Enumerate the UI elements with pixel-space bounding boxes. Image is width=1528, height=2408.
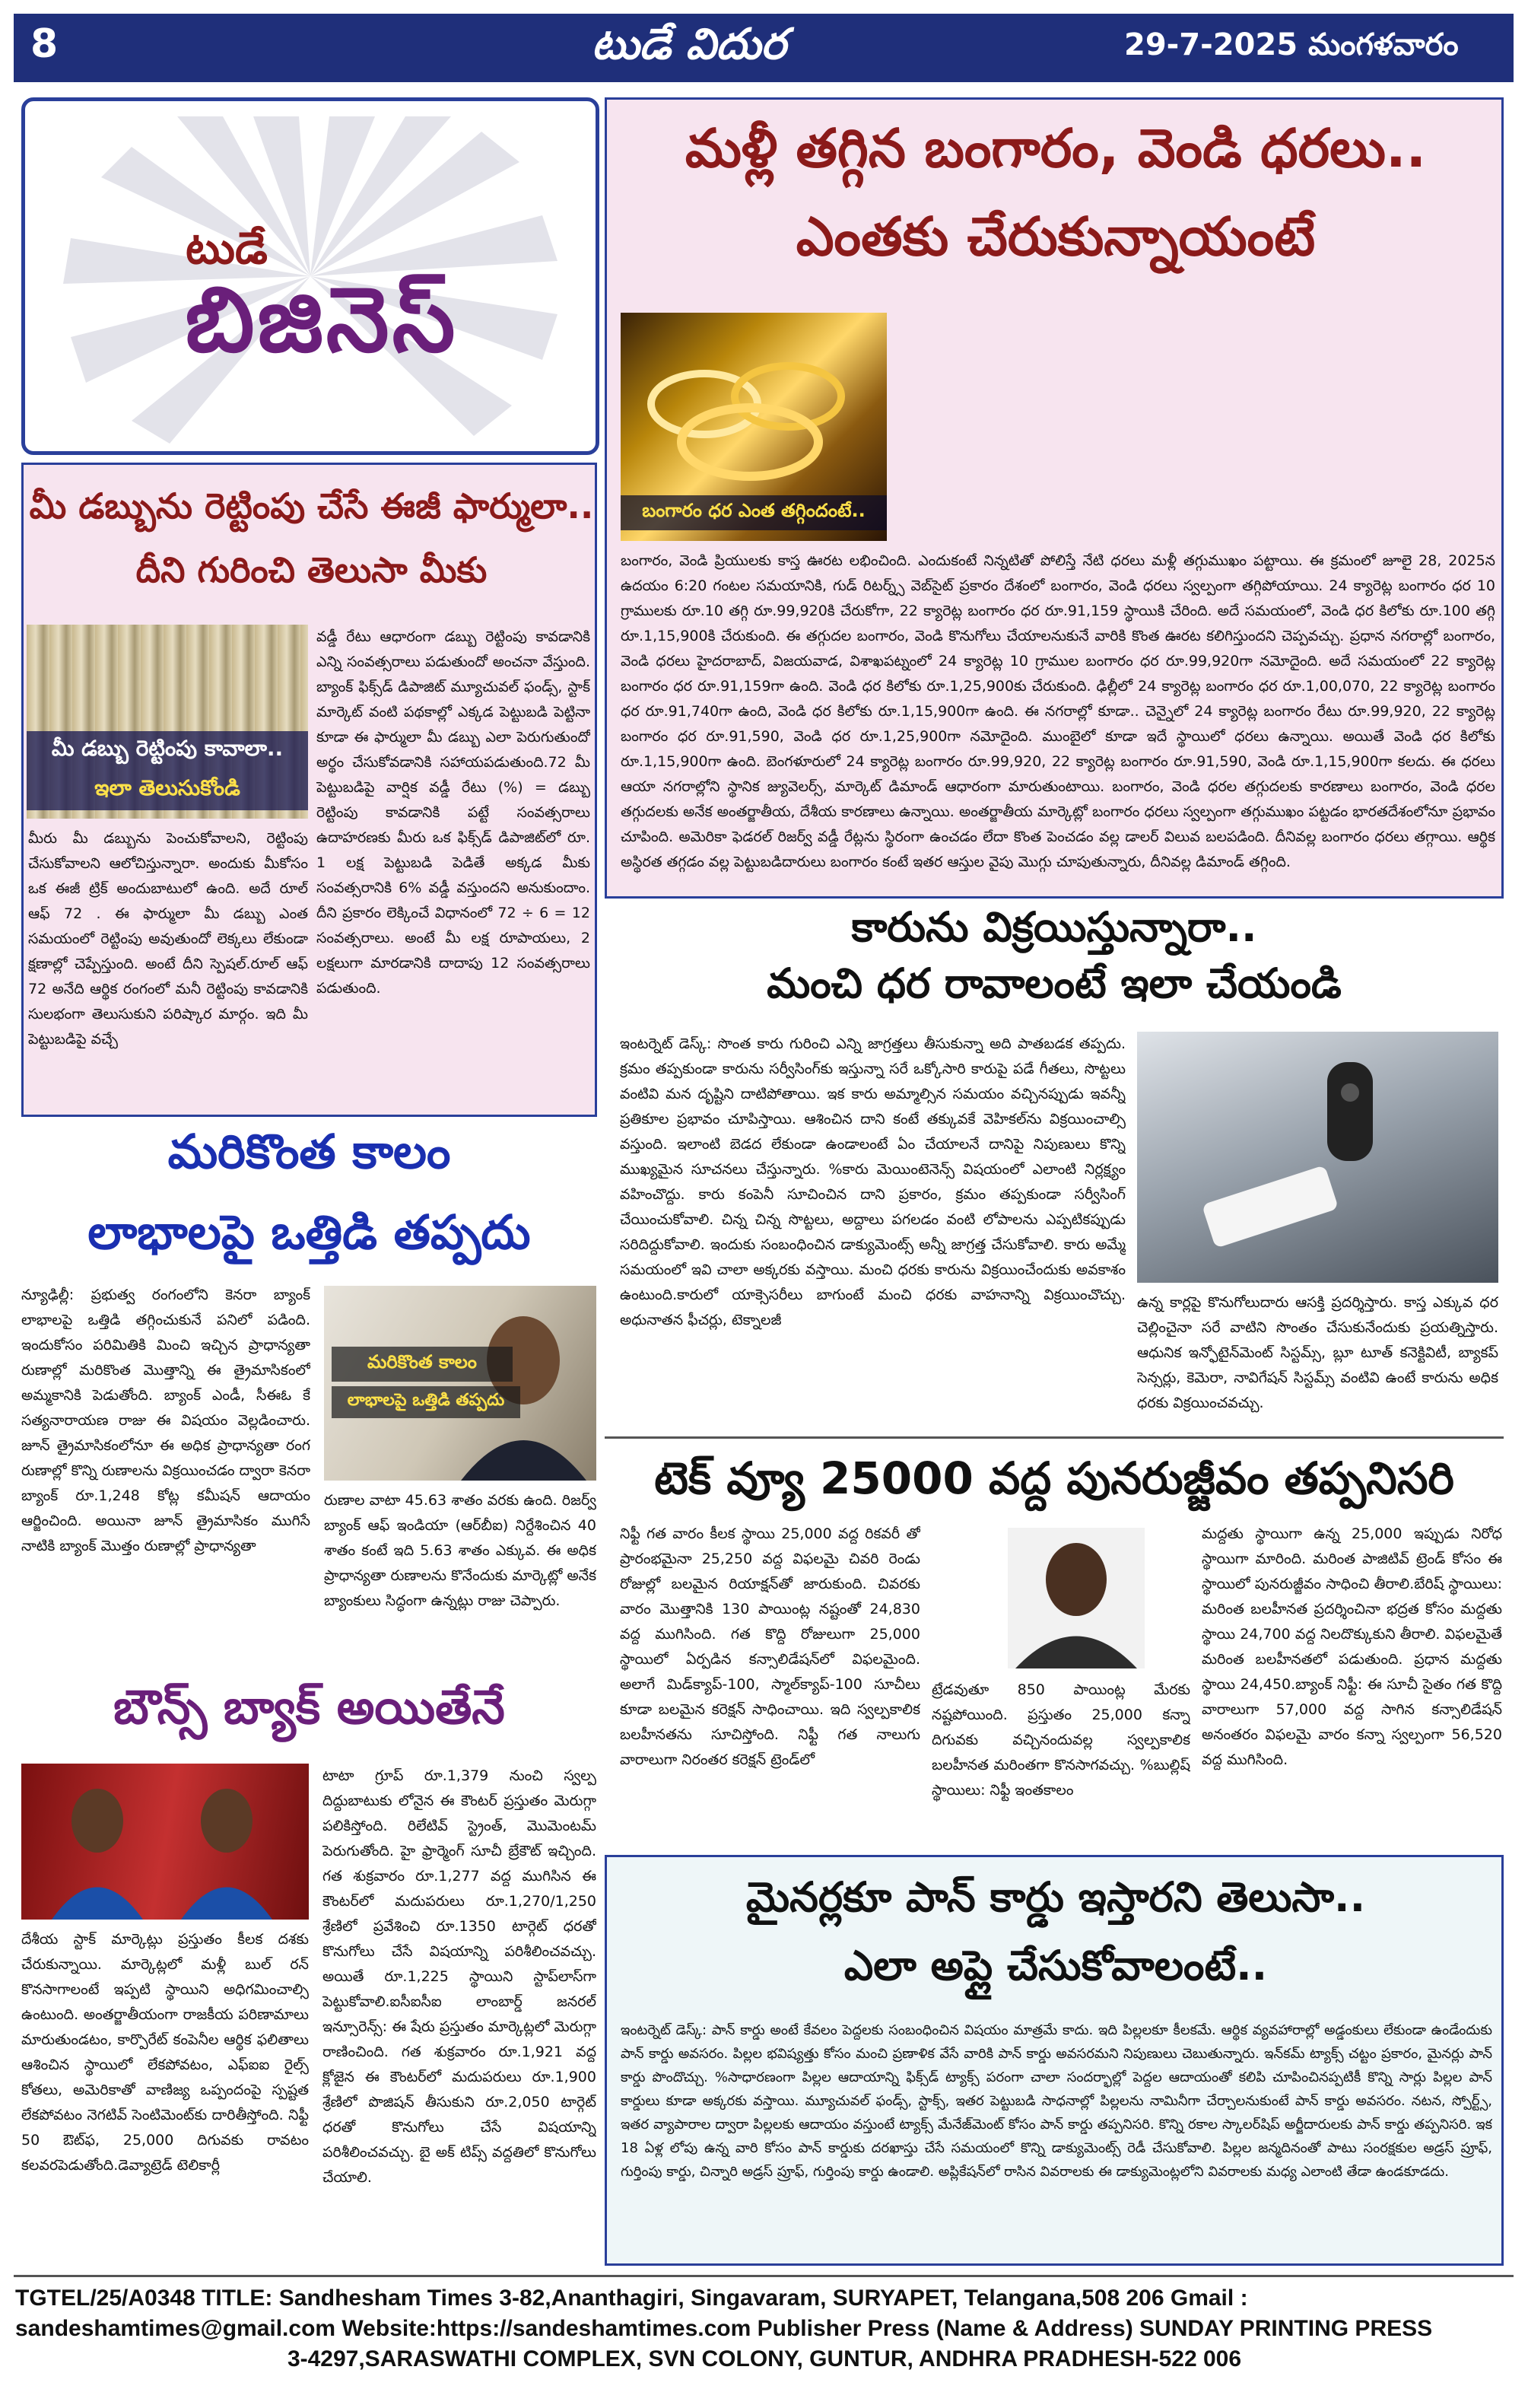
gold-article-body: బంగారం, వెండి ప్రియులకు కాస్త ఊరట లభించింది. ఎందుకంటే నిన్నటితో పోలిస్తే నేటి ధరలు మళ్లీ తగ్గుముఖం పట్టాయి. ఈ క్రమంలో జూలై 28, 2025న ఉదయం 6:20 గంటల సమయానికి, గుడ్ రిటర్న్స్ వెబ్‌సైట్ ప్రకారం దేశంలో బంగారం, వెండి ధరలు స్వల్పంగా తగ్గిపోయాయి. 24 క్యారెట్ల బంగారం ధర 10 గ్రాములకు రూ.10 తగ్గి రూ.99,920కి చేరుకోగా, 22 క్యారెట్ల బంగారం ధర రూ.91,159 స్థాయికి చేరింది. అదే సమయంలో, వెండి ధర కిలోకు రూ.100 తగ్గి రూ.1,15,900కి చేరుకుంది. ఈ తగ్గుదల బంగారం, వెండి కొనుగోలు చేయాలనుకునే వారికి కొంత ఊరట కలిగిస్తుందని చెప్పవచ్చు. ప్రధాన నగరాల్లో బంగారం, వెండి ధరలు హైదరాబాద్, విజయవాడ, విశాఖపట్నంలో 24 క్యారెట్ల 10 గ్రాముల బంగారం ధర రూ.99,920గా నమోదైంది. అదే సమయంలో 22 క్యారెట్ల బంగారం ధర రూ.91,159గా ఉంది. వెండి ధర కిలోకు రూ.1,25,900కు చేరుకుంది. ఢిల్లీలో 24 క్యారెట్ల బంగారం ధర రూ.1,00,070, 22 క్యారెట్ల బంగారం ధర రూ.91,740గా ఉంది, వెండి ధర కిలోకు రూ.1,15,900గా ఉంది. ఈ నగరాల్లో కూడా.. చెన్నైలో 24 క్యారెట్ల బంగారం రేటు రూ.99,920, 22 క్యారెట్ల బంగారం ధర రూ.91,590, వెండి ధర రూ.1,25,900గా నమోదైంది. ముంబైలో కూడా ఇదే స్థాయిలో ధరలు ఉన్నాయి. అయితే వెండి ధర కిలోకు రూ.1,15,900గా ఉంది. బెంగళూరులో 24 క్యారెట్ల బంగారం రూ.99,920, 22 క్యారెట్ల బంగారం రూ.91,590, వెండి రూ.1,15,900గా కలదు. ఈ ధరలు ఆయా నగరాల్లోని స్థానిక జ్యువెలర్స్, మార్కెట్ డిమాండ్ ఆధారంగా మారుతుంటాయి. బంగారం, వెండి ధరల తగ్గుదలకు కారణాలు బంగారం, వెండి ధరల తగ్గుదలకు అనేక అంతర్జాతీయ, దేశీయ కారణాలు ఉన్నాయి. అంతర్జాతీయ మార్కెట్లో బంగారం ధరలు స్వల్పంగా తగ్గుముఖం పట్టడం భారతదేశంలోనూ ప్రభావం చూపింది. అమెరికా ఫెడరల్ రిజర్వ్ వడ్డీ రేట్లను స్థిరంగా ఉంచడం లేదా కొంత పెంచడం వల్ల డాలర్ విలువ బలపడింది. దీనివల్ల బంగారం ధరలు తగ్గాయి. ఆర్థిక అస్థిరత తగ్గడం వల్ల పెట్టుబడిదారులు బంగారం కంటే ఇతర ఆస్తుల వైపు మొగ్గు చూపుతున్నారు, దీనివల్ల డిమాండ్ తగ్గింది.	[621, 552, 1495, 870]
pressure-body-right: రుణాల వాటా 45.63 శాతం వరకు ఉంది. రిజర్వ్ బ్యాంక్ ఆఫ్ ఇండియా (ఆర్‌బీఐ) నిర్దేశించిన 40 శాతం కంటే ఇది 5.63 శాతం ఎక్కువ. ఈ అధిక ప్రాధాన్యతా రుణాలను కొనేందుకు మార్కెట్లో అనేక బ్యాంకులు సిద్ధంగా ఉన్నట్లు రాజు చెప్పారు.	[324, 1492, 596, 1609]
profit-pressure-article	[21, 1124, 597, 1649]
logo-main-text: బిజినెస్	[185, 267, 459, 372]
car-body-right: ఉన్న కార్లపై కొనుగోలుదారు ఆసక్తి ప్రదర్శిస్తారు. కాస్త ఎక్కువ ధర చెల్లించైనా సరే వాటిని సొంతం చేసుకునేందుకు ప్రయత్నిస్తారు. ఆధునిక ఇన్ఫోటైన్‌మెంట్ సిస్టమ్స్, బ్లూ టూత్ కనెక్టివిటీ, బ్యాకప్ సెన్సర్లు, కెమెరా, నావిగేషన్ సిస్టమ్స్ వంటివి ఉంటే కారును అధిక ధరకు విక్రయించవచ్చు.	[1137, 1294, 1498, 1411]
analyst-portrait-photo	[1008, 1528, 1145, 1668]
gold-article-body-side	[900, 313, 1495, 541]
divider-car-tech	[605, 1436, 1504, 1439]
analyst-portrait	[1008, 1528, 1145, 1668]
car-headline-1: కారును విక్రయిస్తున్నారా..	[851, 903, 1257, 951]
pan-card-article	[605, 1855, 1504, 2266]
tech-view-article	[605, 1446, 1504, 1849]
car-key-photo	[1137, 1032, 1498, 1283]
money-headline-1: మీ డబ్బును రెట్టింపు చేసే ఈజీ ఫార్ములా..	[29, 485, 594, 526]
pan-headline-2: ఎలా అప్లై చేసుకోవాలంటే..	[843, 1942, 1268, 1990]
bounce-body-right: టాటా గ్రూప్ రూ.1,379 నుంచి స్వల్ప దిద్దుబాటుకు లోనైన ఈ కౌంటర్ ప్రస్తుతం మెరుగ్గా పలికిస్తోంది. రిలేటివ్ స్ట్రెంత్, మొమెంటమ్ పెరుగుతోంది. హై ఫ్రార్మెంగ్ సూచీ బ్రేకౌట్ ఇచ్చింది. గత శుక్రవారం రూ.1,277 వద్ద ముగిసిన ఈ కౌంటర్‌లో మదుపరులు రూ.1,270/1,250 శ్రేణిలో ప్రవేశించి రూ.1350 టార్గెట్ ధరతో కొనుగోలు చేసే విషయాన్ని పరిశీలించవచ్చు. అయితే రూ.1,225 స్థాయిని స్టాప్‌లాస్‌గా పెట్టుకోవాలి.ఐసీఐసీఐ లాంబార్డ్ జనరల్ ఇన్సూరెన్స్: ఈ షేరు ప్రస్తుతం మార్కెట్లలో మెరుగ్గా రాణించింది. గత శుక్రవారం రూ.1,921 వద్ద క్లోజైన ఈ కౌంటర్‌లో మదుపరులు రూ.1,900 శ్రేణిలో పొజిషన్ తీసుకుని రూ.2,050 టార్గెట్ ధరతో కొనుగోలు చేసే విషయాన్ని పరిశీలించవచ్చు. బై అక్ టిప్స్ వద్దతిలో కొనుగోలు చేయాలి.	[322, 1767, 596, 2186]
car-key-graphic	[1137, 1032, 1498, 1283]
gold-jewellery-photo	[621, 313, 887, 541]
page-number: 8	[30, 21, 59, 67]
footer-rule	[14, 2275, 1514, 2277]
money-photo-caption-1: మీ డబ్బు రెట్టింపు కావాలా..	[27, 731, 308, 771]
logo-top-text: టుడే	[186, 222, 268, 274]
money-body-left: మీరు మీ డబ్బును పెంచుకోవాలని, రెట్టింపు చేసుకోవాలని ఆలోచిస్తున్నారా. అందుకు మీకోసం ఒక ఈజీ ట్రిక్ అందుబాటులో ఉంది. అదే రూల్ ఆఫ్ 72 . ఈ ఫార్ములా మీ డబ్బు ఎంత సమయంలో రెట్టింపు అవుతుందో లెక్కలు లేకుండా క్షణాల్లో చెప్పేస్తుంది. అంటే దీని స్పెషల్.రూల్ ఆఫ్ 72 అనేది ఆర్థిక రంగంలో మనీ రెట్టింపు కావడానికి సులభంగా తెలుసుకుని పరిష్కార మార్గం. ఇది మీ పెట్టుబడిపై వచ్చే	[28, 830, 308, 1048]
tech-headline: టెక్ వ్యూ 25000 వద్ద పునరుజ్జీవం తప్పనిసరి	[654, 1452, 1454, 1504]
bounce-body-left: దేశీయ స్టాక్ మార్కెట్లు ప్రస్తుతం కీలక దశకు చేరుకున్నాయి. మార్కెట్లలో మళ్లీ బుల్ రన్ కొనసాగాలంటే ఇప్పటి స్థాయిని అధిగమించాల్సి ఉంటుంది. అంతర్జాతీయంగా రాజకీయ పరిణామాలు మారుతుండటం, కార్పొరేట్ కంపెనీల ఆర్థిక ఫలితాలు ఆశించిన స్థాయిలో లేకపోవటం, ఎఫ్‌ఐఐ రైల్స్ కోతలు, అమెరికాతో వాణిజ్య ఒప్పందంపై స్పష్టత లేకపోవటం నెగటివ్ సెంటిమెంట్‌కు దారితీస్తోంది. నిఫ్టీ 50 ఔట్‌ఫ, 25,000 దిగువకు రావటం కలవరపెడుతోంది.డెవ్యాట్రెడ్ టెలికార్లీ	[21, 1931, 309, 2174]
car-body-left: ఇంటర్నెట్ డెస్క్: సొంత కారు గురించి ఎన్ని జాగ్రత్తలు తీసుకున్నా అది పాతబడక తప్పదు. క్రమం తప్పకుండా కారును సర్వీసింగ్‌కు ఇస్తున్నా సరే ఒక్కోసారి కారుపై పడే గీతలు, సొట్టలు వంటివి మన దృష్టిని దాటిపోతాయి. ఇక కారు అమ్మాల్సిన సమయం వచ్చినప్పుడు ఇవన్నీ ప్రతికూల ప్రభావం చూపిస్తాయి. ఆశించిన దాని కంటే తక్కువకే వెహికల్‌ను విక్రయించాల్సి వస్తుంది. ఇలాంటి బెడద లేకుండా ఉండాలంటే ఏం చేయాలనే దానిపై నిపుణులు కొన్ని ముఖ్యమైన సూచనలు చేస్తున్నారు. %కారు మెయింటెనెన్స్ విషయంలో ఎలాంటి నిర్లక్ష్యం వహించొద్దు. కారు కంపెనీ సూచించిన దాని ప్రకారం, క్రమం తప్పకుండా సర్వీసింగ్ చేయించుకోవాలి. చిన్న చిన్న సొట్టలు, అద్దాలు పగలడం వంటి లోపాలను ఎప్పటికప్పుడు సరిదిద్దుకోవాలి. ఇందుకు సంబంధించిన డాక్యుమెంట్స్ అన్నీ జాగ్రత్త చేసుకోవాలి. కారు అమ్మే సమయంలో ఇవి చాలా అక్కరకు వస్తాయి. మంచి ధరకు కారును విక్రయించేందుకు అవకాశం ఉంటుంది.కారులో యాక్సెసరీలు బాగుంటే మంచి ధరకు వాహనాన్ని విక్రయించొచ్చు. అధునాతన ఫీచర్లు, టెక్నాలజీ	[620, 1035, 1126, 1328]
gold-headline-1: మళ్లీ తగ్గిన బంగారం, వెండి ధరలు..	[685, 117, 1427, 180]
analysts-portraits	[21, 1764, 309, 1920]
bank-executive-photo	[324, 1286, 596, 1481]
tech-body-right: మద్దతు స్థాయిగా ఉన్న 25,000 ఇప్పుడు నిరోధ స్థాయిగా మారింది. మరింత పాజిటివ్ ట్రెండ్ కోసం ఈ స్థాయిలో పునరుజ్జీవం సాధించి తీరాలి.బేరిష్ స్థాయిలు: మరింత బలహీనత ప్రదర్శించినా భద్రత కోసం మద్దతు స్థాయి 24,700 వద్ద నిలదొక్కుకుని తీరాలి. విఫలమైతే మరింత బలహీనతలో పడుతుంది. ప్రధాన మద్దతు స్థాయి 24,450.బ్యాంక్ నిఫ్టీ: ఈ సూచీ సైతం గత కొద్ది వారాలుగా 57,000 వద్ద సాగిన కన్సాలిడేషన్ అనంతరం విఫలమై వారం కన్నా స్వల్పంగా 56,520 వద్ద ముగిసింది.	[1202, 1525, 1502, 1768]
pressure-body-left: న్యూఢిల్లీ: ప్రభుత్వ రంగంలోని కెనరా బ్యాంక్ లాభాలపై ఒత్తిడి తగ్గించుకునే పనిలో పడింది. ఇందుకోసం పరిమితికి మించి ఇచ్చిన ప్రాధాన్యతా రుణాల్లో మరికొంత మొత్తాన్ని ఈ త్రైమాసికంలో అమ్మకానికి పెడుతోంది. బ్యాంక్ ఎండీ, సీఈఓ కే సత్యనారాయణ రాజు ఈ విషయం వెల్లడించారు. జూన్ త్రైమాసికంలోనూ ఈ అధిక ప్రాధాన్యతా రంగ రుణాల్లో కొన్ని రుణాలను విక్రయించడం ద్వారా కెనరా బ్యాంక్ రూ.1,248 కోట్ల కమీషన్ ఆదాయం ఆర్జించింది. అయినా జూన్ త్రైమాసికం ముగిసే నాటికి బ్యాంక్ మొత్తం రుణాల్లో ప్రాధాన్యతా	[21, 1287, 310, 1554]
pressure-headline-2: లాభాలపై ఒత్తిడి తప్పదు	[87, 1204, 531, 1260]
masthead-bar	[14, 14, 1514, 82]
pressure-photo-caption-1: మరికొంత కాలం	[332, 1347, 513, 1382]
imprint-line-1: TGTEL/25/A0348 TITLE: Sandhesham Times 3-82,Ananthagiri, Singavaram, SURYAPET, Telangana,508 206 Gmail :	[15, 2286, 1248, 2311]
pressure-headline-1: మరికొంత కాలం	[167, 1124, 451, 1179]
car-article	[605, 904, 1504, 1436]
gold-headline-2: ఎంతకు చేరుకున్నాయంటే	[796, 205, 1316, 268]
money-photo-caption-2: ఇలా తెలుసుకోండి	[27, 771, 308, 810]
paper-name: టుడే విదుర	[592, 20, 786, 69]
executive-portrait	[324, 1286, 596, 1481]
imprint-line-2: sandeshamtimes@gmail.com Website:https://sandeshamtimes.com Publisher Press (Name & Address) SUNDAY PRINTING PRESS	[15, 2316, 1433, 2341]
gold-photo-caption: బంగారం ధర ఎంత తగ్గిందంటే..	[621, 495, 887, 530]
money-article	[21, 463, 597, 1117]
bounce-headline: బౌన్స్ బ్యాక్ అయితేనే	[113, 1679, 505, 1735]
imprint-line-3: 3-4297,SARASWATHI COMPLEX, SVN COLONY, GUNTUR, ANDHRA PRADHESH-522 006	[287, 2346, 1242, 2371]
currency-notes-photo	[27, 625, 308, 819]
bounce-back-article	[21, 1680, 597, 2258]
tech-body-left: నిఫ్టీ గత వారం కీలక స్థాయి 25,000 వద్ద రికవరీ తో ప్రారంభమైనా 25,250 వద్ద విఫలమై చివరి రెండు రోజుల్లో బలమైన రియాక్షన్‌తో జారుకుంది. చివరకు వారం మొత్తానికి 130 పాయింట్ల నష్టంతో 24,830 వద్ద ముగిసింది. గత కొద్ది రోజులుగా 25,000 స్థాయిలో ఏర్పడిన కన్సాలిడేషన్‌లో విఫలమైంది. అలాగే మిడ్‌క్యాప్-100, స్మాల్‌క్యాప్-100 సూచీలు కూడా బలమైన కరెక్షన్ సాధించాయి. ఇది స్వల్పకాలిక బలహీనతను సూచిస్తోంది. నిఫ్టీ గత నాలుగు వారాలుగా నిరంతర కరెక్షన్ ట్రెండ్‌లో	[620, 1525, 920, 1768]
money-body-right: వడ్డీ రేటు ఆధారంగా డబ్బు రెట్టింపు కావడానికి ఎన్ని సంవత్సరాలు పడుతుందో అంచనా వేస్తుంది. బ్యాంక్ ఫిక్స్‌డ్ డిపాజిట్ మ్యూచువల్ ఫండ్స్, స్టాక్ మార్కెట్ వంటి పథకాల్లో ఎక్కడ పెట్టుబడి పెట్టినా కూడా ఈ ఫార్ములా మీ డబ్బు ఎలా పెరుగుతుందో అర్థం చేసుకోవడానికి సహాయపడుతుంది.72 మీ పెట్టుబడిపై వార్షిక వడ్డీ రేటు (%) = డబ్బు రెట్టింపు కావడానికి పట్టే సంవత్సరాలు ఉదాహరణకు మీరు ఒక ఫిక్స్‌డ్ డిపాజిట్‌లో రూ. 1 లక్ష పెట్టుబడి పెడితే అక్కడ మీకు సంవత్సరానికి 6% వడ్డీ వస్తుందని అనుకుందాం. దీని ప్రకారం లెక్కించే విధానంలో 72 ÷ 6 = 12 సంవత్సరాలు. అంటే మీ లక్ష రూపాయలు, 2 లక్షలుగా మారడానికి దాదాపు 12 సంవత్సరాలు పడుతుంది.	[316, 628, 590, 997]
gold-article	[605, 97, 1504, 899]
issue-date: 29-7-2025 మంగళవారం	[1124, 27, 1459, 62]
car-headline-2: మంచి ధర రావాలంటే ఇలా చేయండి	[767, 959, 1342, 1007]
business-section-logo	[21, 97, 599, 455]
analysts-photo	[21, 1764, 309, 1920]
money-headline-2: దీని గురించి తెలుసా మీకు	[135, 549, 488, 590]
pan-article-body: ఇంటర్నెట్ డెస్క్: పాన్ కార్డు అంటే కేవలం పెద్దలకు సంబంధించిన విషయం మాత్రమే కాదు. ఇది పిల్లలకూ కీలకమే. ఆర్థిక వ్యవహారాల్లో అడ్డంకులు లేకుండా ఉండేందుకు పాన్ కార్డు అవసరం. పిల్లల భవిష్యత్తు కోసం మంచి ప్రణాళిక వేసే వారికి పాన్ కార్డు అవసరమని నిపుణులు చెబుతున్నారు. ఇన్‌కమ్‌ ట్యాక్స్ చట్టం ప్రకారం, మైనర్లు పాన్ కార్డు పొందొచ్చు. %సాధారణంగా పిల్లల ఆదాయాన్ని ఫిక్స్‌డ్ ట్యాక్స్ పరంగా చాలా సందర్భాల్లో పెద్దల ఆదాయంతో కలిపి చూపించినప్పటికీ కొన్ని సార్లు పిల్లల పాన్ కార్డులు కూడా అక్కరకు వస్తాయి. మ్యూచువల్ ఫండ్స్, స్టాక్స్, ఇతర పెట్టుబడి సాధనాల్లో పిల్లలను నామినీగా చేర్చాలనుకుంటే పాన్ కార్డు అవసరం. నటన, స్పోర్ట్స్, ఇతర వ్యాపారాల ద్వారా పిల్లలకు ఆదాయం వస్తుంటే ట్యాక్స్ మేనేజ్‌మెంట్ కోసం పాన్ కార్డు తప్పనిసరి. కొన్ని రకాల స్కాలర్‌షిప్ అర్జీదారులకు పాన్ కార్డు తప్పనిసరి. ఇక 18 ఏళ్ల లోపు ఉన్న వారి కోసం పాన్ కార్డుకు దరఖాస్తు చేసే సమయంలో కొన్ని డాక్యుమెంట్స్ రెడీ చేసుకోవాలి. పిల్లల జన్మదినంతో పాటు సంరక్షకుల అడ్రస్ ప్రూఫ్, గుర్తింపు కార్డు, చిన్నారి అడ్రస్ ప్రూఫ్, గుర్తింపు కార్డు ఉండాలి. అప్లికేషన్‌లో రాసిన వివరాలకు ఈ డాక్యుమెంట్లలోని వివరాలకు మధ్య ఎలాంటి తేడా ఉండకూడదు.	[621, 2022, 1492, 2180]
pan-headline-1: మైనర్లకూ పాన్ కార్డు ఇస్తారని తెలుసా..	[745, 1873, 1366, 1921]
tech-body-middle: ట్రేడవుతూ 850 పాయింట్ల మేరకు నష్టపోయింది. ప్రస్తుతం 25,000 కన్నా దిగువకు వచ్చినందువల్ల స్వల్పకాలిక బలహీనత మరింతగా కొనసాగవచ్చు. %బుల్లిష్ స్థాయిలు: నిఫ్టీ ఇంతకాలం	[932, 1681, 1190, 1799]
pressure-photo-caption-2: లాభాలపై ఒత్తిడి తప్పదు	[332, 1386, 520, 1418]
